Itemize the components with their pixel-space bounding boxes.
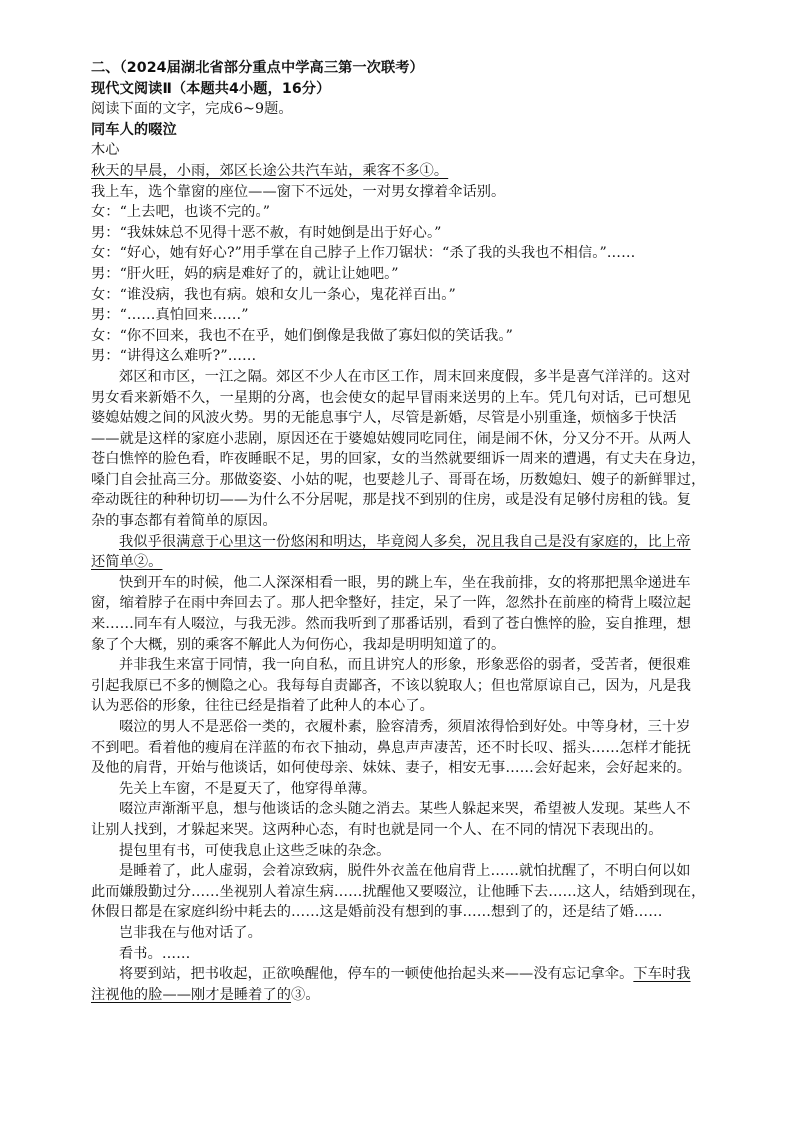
text-line: 先关上车窗，不是夏天了，他穿得单薄。 xyxy=(119,780,377,797)
paragraph-8 xyxy=(119,841,737,862)
dialogue-block xyxy=(91,161,737,367)
paragraph-9 xyxy=(91,861,737,923)
text-line: 啜泣声渐渐平息，想与他谈话的念头随之消去。某些人躲起来哭，希望被人发现。某些人不 xyxy=(119,801,691,818)
text-line: 女：“上去吧，也谈不完的。” xyxy=(91,204,271,221)
instruction: 阅读下面的文字，完成6~9题。 xyxy=(91,101,293,118)
text-line: 不到吧。看着他的瘦肩在洋蓝的布衣下抽动，鼻息声声凄苦，还不时长叹、摇头……怎样才能抚 xyxy=(91,739,692,756)
text-line xyxy=(91,552,737,573)
text-line: 我上车，选个靠窗的座位——窗下不远处，一对男女撑着伞话别。 xyxy=(91,183,506,200)
text-line: 男：“肝火旺，妈的病是难好了的，就让让她吧。” xyxy=(91,265,399,282)
text-line: 来……同车有人啜泣，与我无涉。然而我听到了那番话别，看到了苍白憔悴的脸，妄自推理，想 xyxy=(91,616,692,633)
text-line: 休假日都是在家庭纠纷中耗去的……这是婚前没有想到的事……想到了的，还是结了婚…… xyxy=(91,904,663,921)
text-line xyxy=(91,985,737,1006)
text-line: ——就是这样的家庭小悲剧，原因还在于婆媳姑嫂同吃同住，闹是闹不休，分又分不开。从两人 xyxy=(91,430,692,447)
text-line: 此而嫌殷勤过分……坐视别人着凉生病……扰醒他又要啜泣，让他睡下去……这人，结婚到现在， xyxy=(91,883,706,900)
text-line: 引起我原已不多的恻隐之心。我每每自责鄙吝，不该以貌取人；但也常原谅自己，因为，凡是我 xyxy=(91,677,692,694)
text-line: 窗，缩着脖子在雨中奔回去了。那人把伞整好，挂定，呆了一阵，忽然扑在前座的椅背上啜泣起 xyxy=(91,595,692,612)
text-line: 牵动既往的种种切切——为什么不分居呢，那是找不到别的住房，或是没有足够付房租的钱。复 xyxy=(91,492,692,509)
paragraph-1 xyxy=(91,367,737,532)
text-line: 杂的事态都有着简单的原因。 xyxy=(91,513,277,530)
text-line: 认为恶俗的形象，往往已经是指着了此种人的本心了。 xyxy=(91,698,434,715)
text-line: 提包里有书，可使我息止这些乏味的杂念。 xyxy=(119,842,391,859)
paragraph-2 xyxy=(91,532,737,573)
article-author: 木心 xyxy=(91,142,120,159)
document-page xyxy=(91,58,737,1005)
text-line: 男：“讲得这么难听?”…… xyxy=(91,348,257,365)
paragraph-4 xyxy=(91,655,737,717)
text-line: 男女看来新婚不久，一星期的分离，也会使女的起早冒雨来送男的上车。凭几句对话，已可想见 xyxy=(91,389,692,406)
text-line: 嗓门自会扯高三分。那做姿姿、小姑的呢，也要趁儿子、哥哥在场，历数媳妇、嫂子的新鲜罪过， xyxy=(91,471,706,488)
text-line: 岂非我在与他对话了。 xyxy=(119,924,262,941)
text-line: 看书。…… xyxy=(119,945,191,962)
text-line: 男：“我妹妹总不见得十恶不赦，有时她倒是出于好心。” xyxy=(91,224,442,241)
text-line xyxy=(119,532,737,553)
text-line: 及他的肩背，开始与他谈话，如何使母亲、妹妹、妻子，相安无事……会好起来，会好起来的。 xyxy=(91,760,692,777)
text-line: 并非我生来富于同情，我一向自私，而且讲究人的形象，形象恶俗的弱者，受苦者，便很难 xyxy=(119,657,691,674)
text-line: 啜泣的男人不是恶俗一类的，衣履朴素，脸容清秀，须眉浓得恰到好处。中等身材，三十岁 xyxy=(119,719,691,735)
underlined-sentence: 还简单②。 xyxy=(91,554,163,571)
underlined-sentence: 我似乎很满意于心里这一份悠闲和明达，毕竟阅人多矣，况且我自己是没有家庭的，比上帝 xyxy=(119,533,691,550)
text-line: 女：“你不回来，我也不在乎，她们倒像是我做了寡妇似的笑话我。” xyxy=(91,327,513,344)
text-line: 婆媳姑嫂之间的风波火势。男的无能息事宁人，尽管是新婚，尽管是小别重逢，烦恼多于快活 xyxy=(91,410,677,427)
line-text: 将要到站，把书收起，正欲唤醒他，停车的一顿使他抬起头来——没有忘记拿伞。 xyxy=(119,966,634,983)
text-line: 让别人找到，才躲起来哭。这两种心态，有时也就是同一个人、在不同的情况下表现出的。 xyxy=(91,821,663,838)
text-line: 男：“……真怕回来……” xyxy=(91,307,249,324)
text-line: 秋天的早晨，小雨，郊区长途公共汽车站，乘客不多①。 xyxy=(91,162,449,179)
underlined-sentence: 注视他的脸——刚才是睡着了的 xyxy=(91,986,292,1003)
paragraph-7 xyxy=(91,799,737,840)
text-line: 象了个大概，别的乘客不解此人为何伤心，我却是明明知道了的。 xyxy=(91,636,506,653)
text-line: 女：“好心，她有好心?”用手掌在自己脖子上作刀锯状：“杀了我的头我也不相信。”…… xyxy=(91,245,636,262)
paragraph-3 xyxy=(91,573,737,655)
text-line: 是睡着了，此人虚弱，会着凉致病，脱件外衣盖在他肩背上……就怕扰醒了，不明白何以如 xyxy=(119,863,691,880)
line-text: ③。 xyxy=(291,986,320,1003)
line-text: 郊区和市区，一江之隔。郊区不少人在市区工作，周末回来度假，多半是喜气洋洋的。这对 xyxy=(119,368,691,385)
paragraph-6 xyxy=(119,779,737,800)
paragraph-10 xyxy=(119,923,737,944)
text-line xyxy=(119,964,737,985)
text-line: 苍白憔悴的脸色看，昨夜睡眠不足，男的回家，女的当然就要细诉一周来的遭遇，有丈夫在身边， xyxy=(91,451,706,468)
text-line: 女：“谁没病，我也有病。娘和女儿一条心，鬼花祥百出。” xyxy=(91,286,456,303)
text-line: 快到开车的时候，他二人深深相看一眼，男的跳上车，坐在我前排，女的将那把黑伞递进车 xyxy=(119,574,691,591)
subheading: 现代文阅读Ⅱ（本题共4小题，16分） xyxy=(91,80,331,97)
paragraph-5 xyxy=(91,717,737,779)
paragraph-11 xyxy=(119,944,737,965)
article-title: 同车人的啜泣 xyxy=(91,121,177,138)
text-line xyxy=(119,367,737,388)
paragraph-last xyxy=(91,964,737,1005)
underlined-sentence: 下车时我 xyxy=(633,966,691,983)
section-heading: 二、（2024届湖北省部分重点中学高三第一次联考） xyxy=(91,60,424,76)
